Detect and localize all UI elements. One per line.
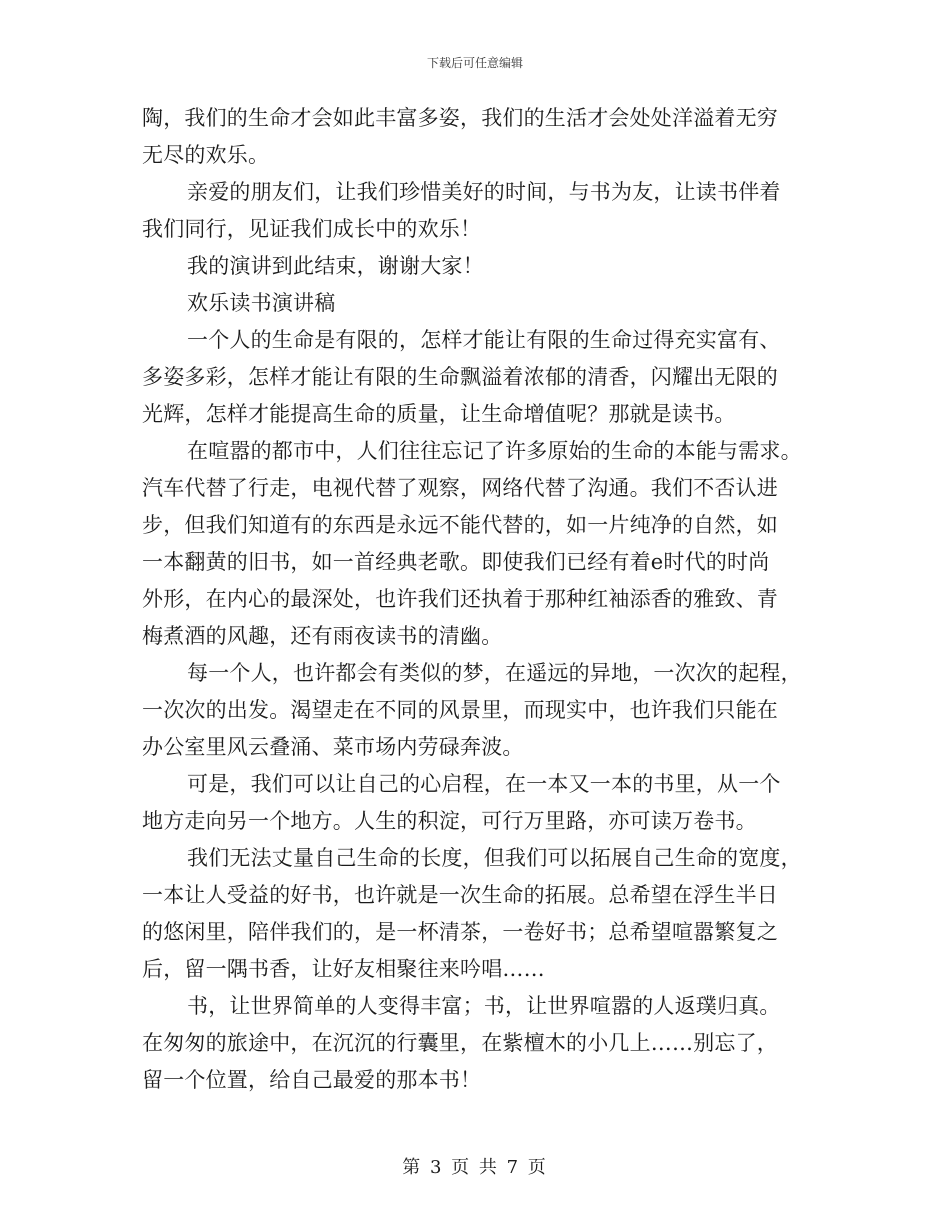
text-line: 我们同行，见证我们成长中的欢乐！ bbox=[142, 217, 482, 241]
text-line: 后，留一隅书香，让好友相聚往来吟唱…… bbox=[142, 957, 545, 981]
text-line: 办公室里风云叠涌、菜市场内劳碌奔波。 bbox=[142, 735, 524, 759]
text-line: 陶，我们的生命才会如此丰富多姿，我们的生活才会处处洋溢着无穷 bbox=[142, 106, 778, 130]
text-line: 欢乐读书演讲稿 bbox=[187, 291, 336, 315]
text-line: 步，但我们知道有的东西是永远不能代替的，如一片纯净的自然，如 bbox=[142, 513, 778, 537]
page-header: 下载后可任意编辑 bbox=[426, 56, 523, 70]
text-line: 一个人的生命是有限的，怎样才能让有限的生命过得充实富有、 bbox=[187, 328, 781, 352]
text-line: 梅煮酒的风趣，还有雨夜读书的清幽。 bbox=[142, 624, 503, 648]
text-line: 可是，我们可以让自己的心启程，在一本又一本的书里，从一个 bbox=[187, 772, 781, 796]
text-line: 外形，在内心的最深处，也许我们还执着于那种红袖添香的雅致、青 bbox=[142, 587, 778, 611]
text-line: 我们无法丈量自己生命的长度，但我们可以拓展自己生命的宽度， bbox=[187, 846, 802, 870]
document-body bbox=[142, 100, 812, 1099]
text-line: 一本翻黄的旧书，如一首经典老歌。即使我们已经有着e时代的时尚 bbox=[142, 550, 770, 574]
text-line: 书，让世界简单的人变得丰富；书，让世界喧嚣的人返璞归真。 bbox=[187, 994, 781, 1018]
text-line: 亲爱的朋友们，让我们珍惜美好的时间，与书为友，让读书伴着 bbox=[187, 180, 781, 204]
text-line: 留一个位置，给自己最爱的那本书！ bbox=[142, 1068, 482, 1092]
text-line: 一次次的出发。渴望走在不同的风景里，而现实中，也许我们只能在 bbox=[142, 698, 778, 722]
text-line: 每一个人，也许都会有类似的梦，在遥远的异地，一次次的起程， bbox=[187, 661, 802, 685]
text-line: 地方走向另一个地方。人生的积淀，可行万里路，亦可读万卷书。 bbox=[142, 809, 757, 833]
text-line: 无尽的欢乐。 bbox=[142, 143, 270, 167]
text-line: 汽车代替了行走，电视代替了观察，网络代替了沟通。我们不否认进 bbox=[142, 476, 778, 500]
text-line: 在匆匆的旅途中，在沉沉的行囊里，在紫檀木的小几上……别忘了， bbox=[142, 1031, 778, 1055]
text-line: 我的演讲到此结束，谢谢大家！ bbox=[187, 254, 484, 278]
page-footer: 第 3 页 共 7 页 bbox=[402, 1157, 548, 1178]
text-line: 一本让人受益的好书，也许就是一次生命的拓展。总希望在浮生半日 bbox=[142, 883, 778, 907]
text-line: 光辉，怎样才能提高生命的质量，让生命增值呢？那就是读书。 bbox=[142, 402, 736, 426]
text-line: 多姿多彩，怎样才能让有限的生命飘溢着浓郁的清香，闪耀出无限的 bbox=[142, 365, 778, 389]
text-line: 的悠闲里，陪伴我们的，是一杯清茶，一卷好书；总希望喧嚣繁复之 bbox=[142, 920, 778, 944]
text-line: 在喧嚣的都市中，人们往往忘记了许多原始的生命的本能与需求。 bbox=[187, 439, 802, 463]
